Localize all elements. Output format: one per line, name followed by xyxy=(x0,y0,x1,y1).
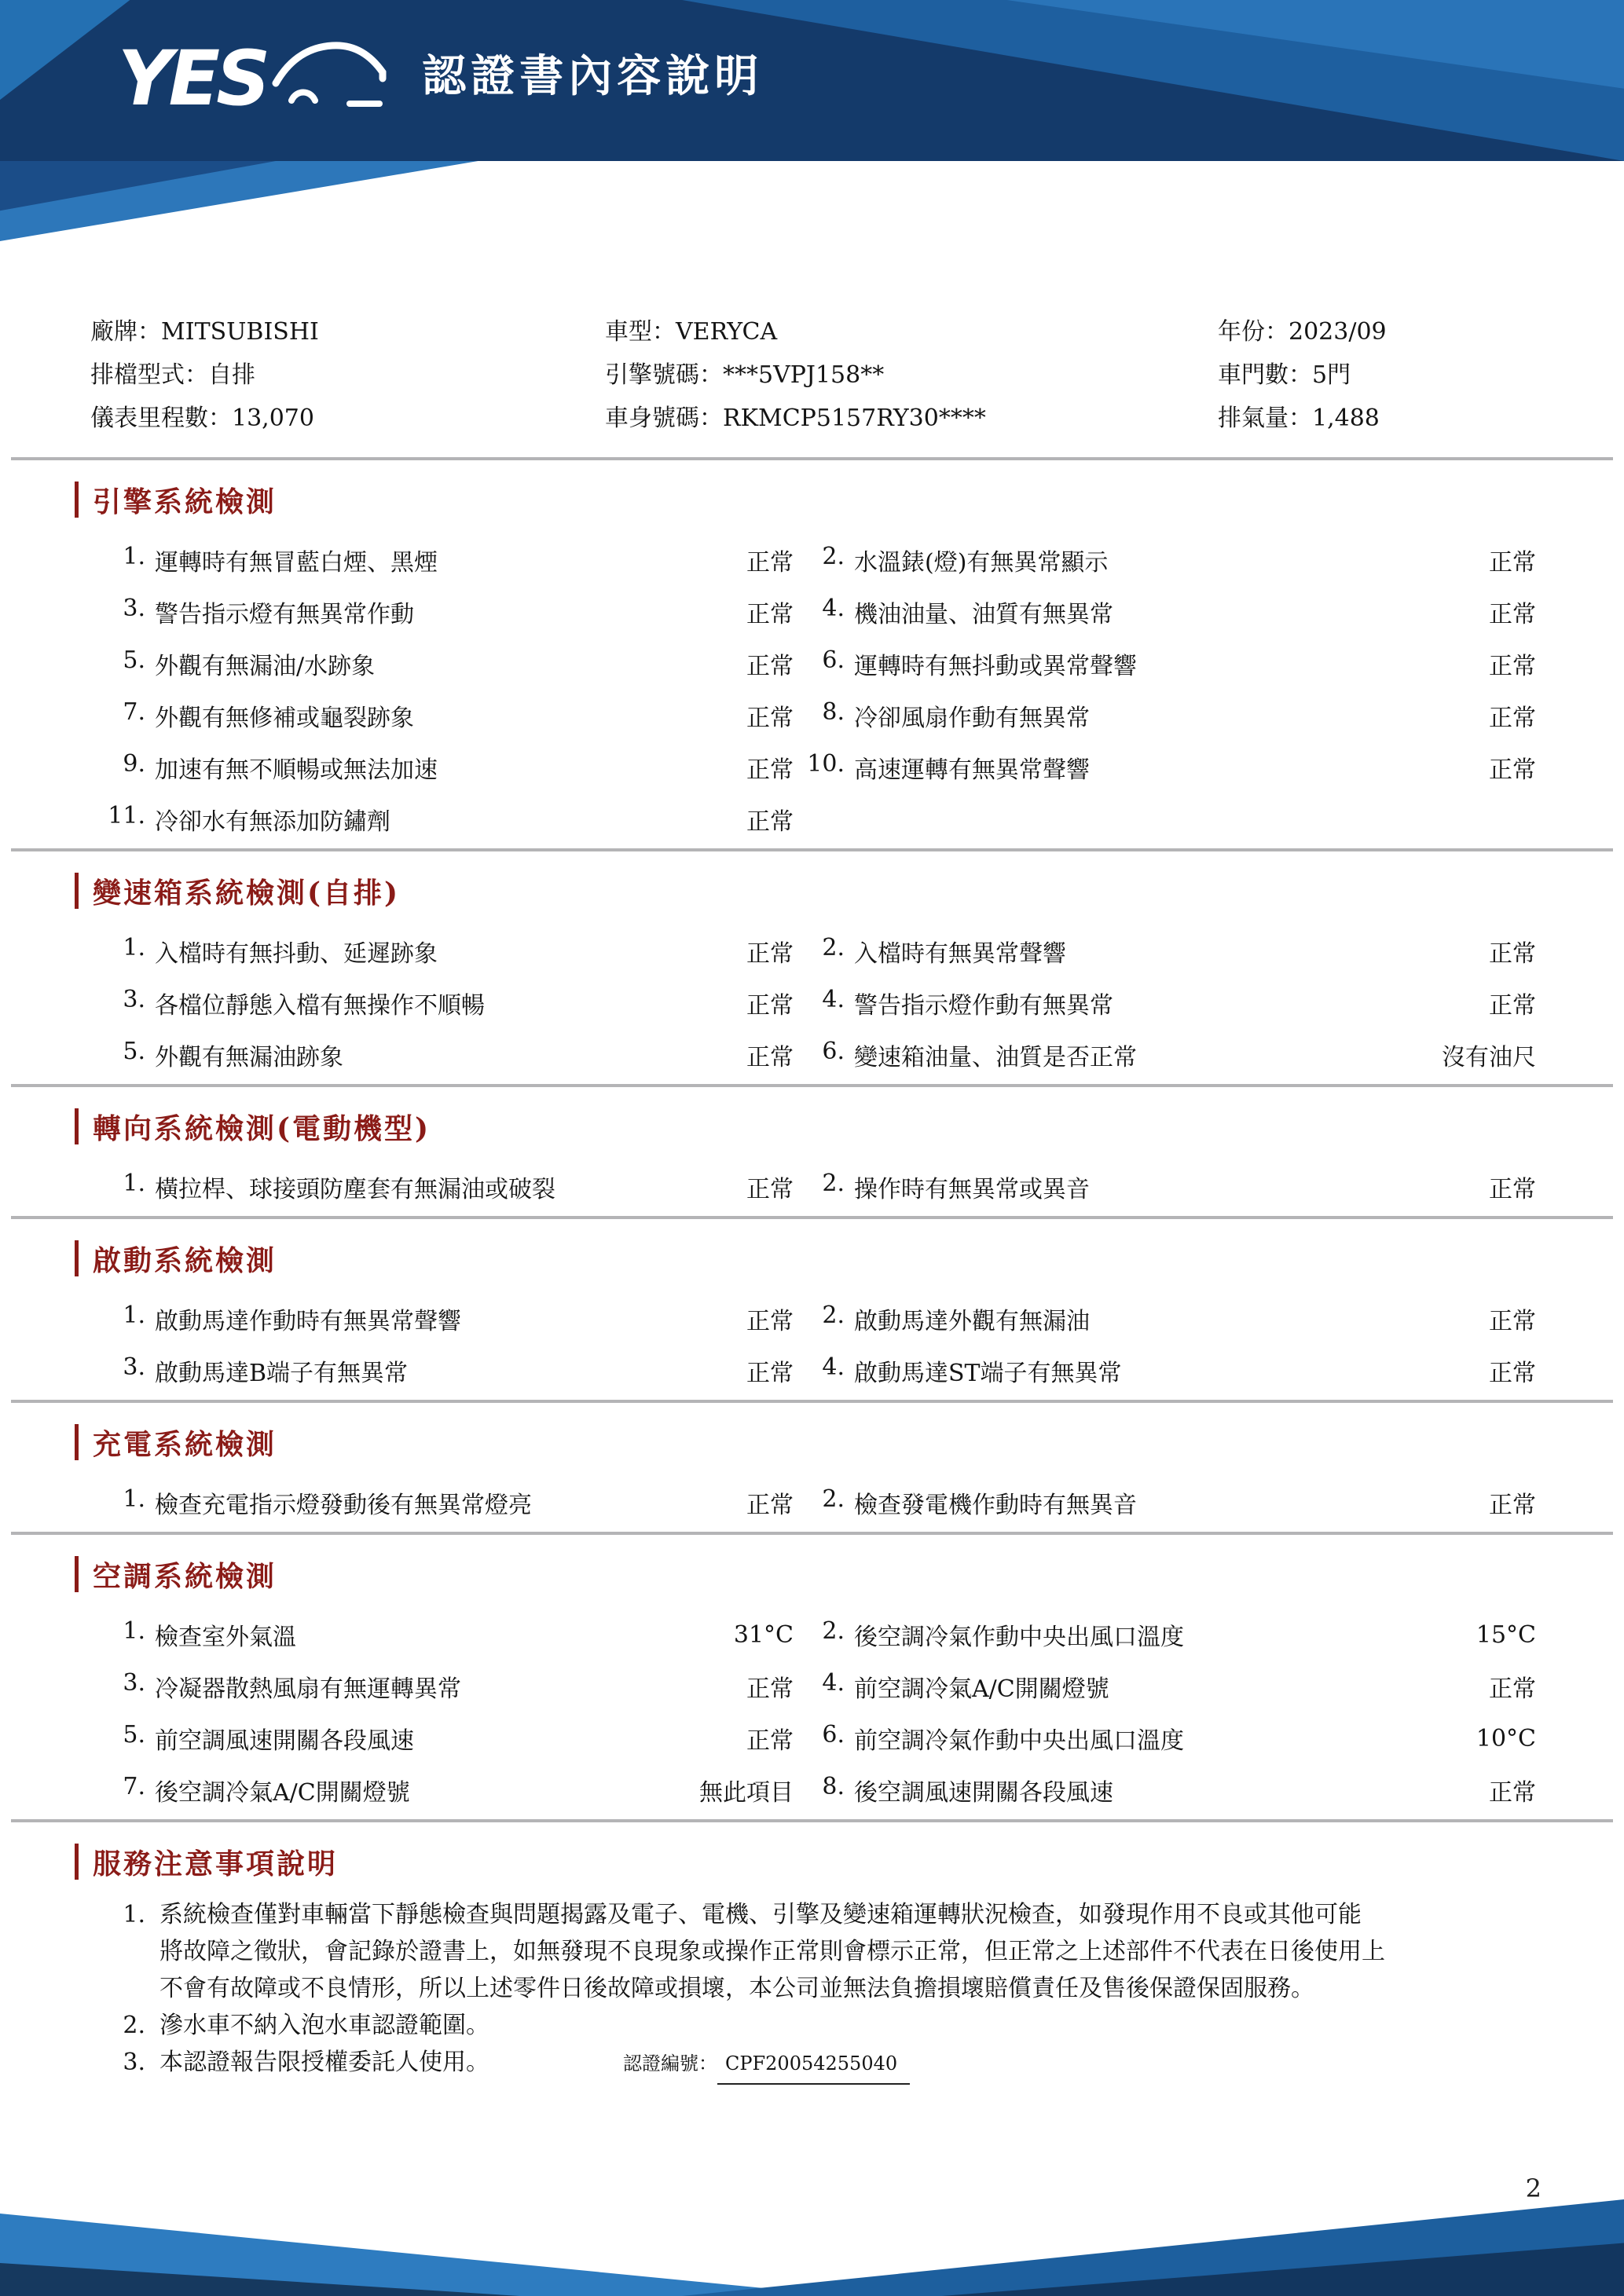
inspection-item xyxy=(794,1773,1336,1807)
vehicle-info-line: 廠牌：MITSUBISHI xyxy=(90,318,319,346)
item-number: 4. xyxy=(822,595,845,622)
inspection-result: 正常 xyxy=(1489,1675,1536,1703)
yes-logo xyxy=(118,35,389,123)
inspection-item xyxy=(794,543,1336,577)
inspection-result: 正常 xyxy=(1489,653,1536,680)
inspection-result: 10°C xyxy=(1476,1724,1536,1752)
item-number: 6. xyxy=(822,1038,845,1065)
item-text: 橫拉桿、球接頭防塵套有無漏油或破裂 xyxy=(155,1176,555,1203)
section-header xyxy=(75,1555,1624,1593)
inspection-item xyxy=(106,1669,699,1704)
item-number: 1. xyxy=(123,1617,145,1645)
section-header xyxy=(75,872,1624,910)
item-text: 前空調冷氣作動中央出風口溫度 xyxy=(854,1727,1184,1755)
inspection-item xyxy=(794,595,1336,629)
vehicle-info-line: 排檔型式：自排 xyxy=(90,361,255,389)
item-number: 3. xyxy=(123,986,145,1013)
inspection-item xyxy=(794,646,1336,681)
inspection-row xyxy=(0,1345,1624,1397)
inspection-row xyxy=(0,1161,1624,1213)
item-text: 高速運轉有無異常聲響 xyxy=(854,756,1090,784)
inspection-row xyxy=(0,793,1624,845)
inspection-result: 正常 xyxy=(746,1492,794,1519)
inspection-item xyxy=(106,1721,699,1756)
inspection-item xyxy=(106,1353,699,1388)
section-accent-bar xyxy=(75,1556,79,1592)
item-text: 入檔時有無抖動、延遲跡象 xyxy=(155,940,438,968)
note-lines xyxy=(159,2007,1536,2044)
item-text: 前空調冷氣A/C開關燈號 xyxy=(854,1675,1109,1703)
inspection-item xyxy=(794,750,1336,785)
item-text: 各檔位靜態入檔有無操作不順暢 xyxy=(155,992,485,1020)
inspection-item xyxy=(794,1669,1336,1704)
inspection-result: 正常 xyxy=(746,1308,794,1335)
vehicle-info-line: 儀表里程數：13,070 xyxy=(90,405,314,432)
item-text: 警告指示燈作動有無異常 xyxy=(854,992,1113,1020)
inspection-item xyxy=(106,1038,699,1072)
inspection-item xyxy=(794,698,1336,733)
inspection-row xyxy=(0,977,1624,1029)
inspection-result: 正常 xyxy=(746,1727,794,1755)
inspection-row xyxy=(0,1293,1624,1345)
inspection-item xyxy=(794,1485,1336,1520)
item-number: 1. xyxy=(123,543,145,570)
note-line xyxy=(159,2044,1536,2085)
inspection-item xyxy=(106,986,699,1020)
inspection-section xyxy=(0,481,1624,848)
inspection-item xyxy=(106,1485,699,1520)
inspection-item xyxy=(794,1353,1336,1388)
vehicle-info-line: 引擎號碼：***5VPJ158** xyxy=(605,361,885,389)
section-header xyxy=(75,1108,1624,1145)
notes-section-header xyxy=(75,1843,1624,1880)
page-title: 認證書內容說明 xyxy=(422,51,764,102)
inspection-item xyxy=(106,1773,699,1807)
item-text: 後空調冷氣A/C開關燈號 xyxy=(155,1779,410,1807)
item-text: 冷卻風扇作動有無異常 xyxy=(854,705,1090,732)
item-number: 5. xyxy=(123,646,145,674)
inspection-item xyxy=(106,1170,699,1204)
inspection-result: 31°C xyxy=(733,1620,794,1649)
item-number: 2. xyxy=(822,934,845,961)
note-line: 系統檢查僅對車輛當下靜態檢查與問題揭露及電子、電機、引擎及變速箱運轉狀況檢查，如發現作用不良或其他可能 xyxy=(159,1901,1362,1928)
section-accent-bar xyxy=(75,1240,79,1276)
vehicle-info-line: 車型：VERYCA xyxy=(605,318,778,346)
vehicle-info-column xyxy=(605,310,1218,440)
inspection-item xyxy=(106,646,699,681)
item-text: 啟動馬達作動時有無異常聲響 xyxy=(155,1308,461,1335)
inspection-result: 正常 xyxy=(746,601,794,628)
item-text: 外觀有無漏油跡象 xyxy=(155,1044,343,1071)
section-header xyxy=(75,1240,1624,1277)
inspection-result: 正常 xyxy=(746,756,794,784)
inspection-row xyxy=(0,1661,1624,1712)
inspection-result: 正常 xyxy=(746,549,794,577)
item-text: 運轉時有無冒藍白煙、黑煙 xyxy=(155,549,438,577)
section-divider xyxy=(11,848,1613,851)
note-number: 1. xyxy=(123,1901,145,1928)
inspection-row xyxy=(0,1609,1624,1661)
inspection-result: 正常 xyxy=(1489,940,1536,968)
inspection-item xyxy=(794,1170,1336,1204)
item-number: 7. xyxy=(123,698,145,726)
inspection-result: 正常 xyxy=(1489,1176,1536,1203)
section-divider xyxy=(11,457,1613,460)
inspection-row xyxy=(0,925,1624,977)
inspection-result: 正常 xyxy=(746,1360,794,1387)
item-text: 啟動馬達ST端子有無異常 xyxy=(854,1360,1122,1387)
section-title: 充電系統檢測 xyxy=(93,1427,277,1461)
inspection-section xyxy=(0,1108,1624,1216)
page-header-banner xyxy=(0,0,1624,161)
inspection-row xyxy=(0,1712,1624,1764)
item-number: 2. xyxy=(822,1485,845,1513)
inspection-result: 正常 xyxy=(1489,1492,1536,1519)
item-number: 5. xyxy=(123,1038,145,1065)
item-number: 2. xyxy=(822,543,845,570)
inspection-item xyxy=(106,750,699,785)
note-text: 本認證報告限授權委託人使用。 xyxy=(159,2049,489,2076)
section-divider xyxy=(11,1084,1613,1087)
inspection-result: 正常 xyxy=(746,940,794,968)
inspection-item xyxy=(794,986,1336,1020)
item-number: 8. xyxy=(822,1773,845,1800)
item-number: 11. xyxy=(108,802,145,829)
item-number: 2. xyxy=(822,1302,845,1329)
section-title: 變速箱系統檢測(自排) xyxy=(93,876,401,910)
section-title: 轉向系統檢測(電動機型) xyxy=(93,1111,431,1145)
section-divider xyxy=(11,1400,1613,1403)
inspection-item xyxy=(106,543,699,577)
item-number: 2. xyxy=(822,1170,845,1197)
item-number: 9. xyxy=(123,750,145,778)
sections xyxy=(0,481,1624,1822)
inspection-result: 正常 xyxy=(746,653,794,680)
item-text: 前空調風速開關各段風速 xyxy=(155,1727,414,1755)
item-number: 8. xyxy=(822,698,845,726)
certificate-number-value: CPF20054255040 xyxy=(717,2045,910,2085)
inspection-item xyxy=(794,1038,1336,1072)
note-lines xyxy=(159,2044,1536,2085)
inspection-section xyxy=(0,1240,1624,1400)
inspection-result: 正常 xyxy=(746,992,794,1020)
item-number: 3. xyxy=(123,595,145,622)
item-number: 4. xyxy=(822,1353,845,1381)
inspection-section xyxy=(0,1423,1624,1532)
inspection-item xyxy=(106,934,699,969)
notes-list xyxy=(0,1896,1624,2085)
item-number: 1. xyxy=(123,1485,145,1513)
section-divider xyxy=(11,1532,1613,1535)
section-accent-bar xyxy=(75,1424,79,1460)
item-number: 6. xyxy=(822,646,845,674)
vehicle-info xyxy=(0,310,1624,440)
inspection-item xyxy=(794,1617,1336,1652)
item-text: 冷卻水有無添加防鏽劑 xyxy=(155,808,390,836)
item-text: 操作時有無異常或異音 xyxy=(854,1176,1090,1203)
note-item xyxy=(0,1896,1624,2007)
note-number: 3. xyxy=(123,2049,145,2076)
document-body xyxy=(0,310,1624,2085)
vehicle-info-line: 排氣量：1,488 xyxy=(1218,405,1380,432)
note-item xyxy=(0,2044,1624,2085)
vehicle-info-line: 年份：2023/09 xyxy=(1218,318,1387,346)
item-text: 啟動馬達外觀有無漏油 xyxy=(854,1308,1090,1335)
item-text: 變速箱油量、油質是否正常 xyxy=(854,1044,1137,1071)
header-wedge-decoration xyxy=(0,161,613,241)
inspection-section xyxy=(0,872,1624,1084)
item-number: 3. xyxy=(123,1669,145,1697)
inspection-result: 正常 xyxy=(1489,992,1536,1020)
vehicle-info-line: 車身號碼：RKMCP5157RY30**** xyxy=(605,405,986,432)
item-text: 警告指示燈有無異常作動 xyxy=(155,601,414,628)
car-logo-icon xyxy=(271,38,389,113)
inspection-result: 正常 xyxy=(1489,549,1536,577)
section-title: 空調系統檢測 xyxy=(93,1559,277,1593)
inspection-item xyxy=(794,934,1336,969)
item-number: 1. xyxy=(123,934,145,961)
footer-decoration xyxy=(0,2178,1624,2296)
inspection-result: 正常 xyxy=(1489,1308,1536,1335)
item-text: 水溫錶(燈)有無異常顯示 xyxy=(854,549,1109,577)
inspection-result: 正常 xyxy=(1489,705,1536,732)
inspection-item xyxy=(106,802,699,837)
item-number: 3. xyxy=(123,1353,145,1381)
inspection-result: 正常 xyxy=(1489,756,1536,784)
item-number: 1. xyxy=(123,1170,145,1197)
item-number: 6. xyxy=(822,1721,845,1749)
inspection-result: 正常 xyxy=(746,808,794,836)
note-line: 將故障之徵狀，會記錄於證書上，如無發現不良現象或操作正常則會標示正常，但正常之上述部件不代表在日後使用上 xyxy=(159,1938,1385,1965)
inspection-result: 正常 xyxy=(746,1675,794,1703)
note-lines xyxy=(159,1896,1536,2007)
inspection-item xyxy=(106,1617,699,1652)
item-number: 5. xyxy=(123,1721,145,1749)
section-divider xyxy=(11,1819,1613,1822)
inspection-result: 沒有油尺 xyxy=(1442,1044,1536,1071)
page-number: 2 xyxy=(1525,2173,1542,2203)
notes-section-title: 服務注意事項說明 xyxy=(93,1847,339,1880)
inspection-result: 正常 xyxy=(746,705,794,732)
vehicle-info-column xyxy=(90,310,605,440)
section-divider xyxy=(11,1216,1613,1219)
vehicle-info-column xyxy=(1218,310,1577,440)
inspection-item xyxy=(794,1302,1336,1336)
section-accent-bar xyxy=(75,1844,79,1880)
section-header xyxy=(75,1423,1624,1461)
section-header xyxy=(75,481,1624,518)
item-text: 外觀有無修補或龜裂跡象 xyxy=(155,705,414,732)
inspection-row xyxy=(0,534,1624,586)
item-text: 檢查發電機作動時有無異音 xyxy=(854,1492,1137,1519)
section-accent-bar xyxy=(75,482,79,518)
item-text: 啟動馬達B端子有無異常 xyxy=(155,1360,409,1387)
note-item xyxy=(0,2007,1624,2044)
item-number: 2. xyxy=(822,1617,845,1645)
inspection-row xyxy=(0,1477,1624,1529)
inspection-row xyxy=(0,586,1624,638)
yes-logo-text: YES xyxy=(118,35,267,123)
inspection-row xyxy=(0,742,1624,793)
item-text: 檢查充電指示燈發動後有無異常燈亮 xyxy=(155,1492,532,1519)
inspection-item xyxy=(106,698,699,733)
item-text: 後空調風速開關各段風速 xyxy=(854,1779,1113,1807)
inspection-item xyxy=(106,595,699,629)
item-number: 10. xyxy=(807,750,845,778)
header-content xyxy=(118,35,764,123)
certificate-number-label: 認證編號： xyxy=(623,2052,717,2074)
item-text: 運轉時有無抖動或異常聲響 xyxy=(854,653,1137,680)
item-number: 7. xyxy=(123,1773,145,1800)
item-text: 外觀有無漏油/水跡象 xyxy=(155,653,376,680)
note-line: 不會有故障或不良情形，所以上述零件日後故障或損壞，本公司並無法負擔損壞賠償責任及售後保證保固服務。 xyxy=(159,1975,1314,2002)
inspection-result: 正常 xyxy=(746,1176,794,1203)
item-number: 4. xyxy=(822,986,845,1013)
inspection-result: 正常 xyxy=(1489,1360,1536,1387)
item-number: 1. xyxy=(123,1302,145,1329)
item-text: 檢查室外氣溫 xyxy=(155,1624,296,1651)
note-number: 2. xyxy=(123,2012,145,2039)
item-text: 入檔時有無異常聲響 xyxy=(854,940,1066,968)
note-line: 滲水車不納入泡水車認證範圍。 xyxy=(159,2012,489,2039)
inspection-result: 正常 xyxy=(1489,1779,1536,1807)
inspection-row xyxy=(0,1764,1624,1816)
inspection-result: 正常 xyxy=(1489,601,1536,628)
inspection-row xyxy=(0,690,1624,742)
section-title: 啟動系統檢測 xyxy=(93,1243,277,1277)
inspection-result: 無此項目 xyxy=(699,1779,794,1807)
inspection-row xyxy=(0,1029,1624,1081)
item-number: 4. xyxy=(822,1669,845,1697)
item-text: 加速有無不順暢或無法加速 xyxy=(155,756,438,784)
section-title: 引擎系統檢測 xyxy=(93,485,277,518)
item-text: 後空調冷氣作動中央出風口溫度 xyxy=(854,1624,1184,1651)
item-text: 機油油量、油質有無異常 xyxy=(854,601,1113,628)
inspection-item xyxy=(794,1721,1336,1756)
item-text: 冷凝器散熱風扇有無運轉異常 xyxy=(155,1675,461,1703)
section-accent-bar xyxy=(75,873,79,909)
inspection-item xyxy=(106,1302,699,1336)
vehicle-info-line: 車門數：5門 xyxy=(1218,361,1351,389)
inspection-section xyxy=(0,1555,1624,1819)
inspection-result: 15°C xyxy=(1476,1620,1536,1649)
inspection-result: 正常 xyxy=(746,1044,794,1071)
inspection-row xyxy=(0,638,1624,690)
section-accent-bar xyxy=(75,1108,79,1144)
